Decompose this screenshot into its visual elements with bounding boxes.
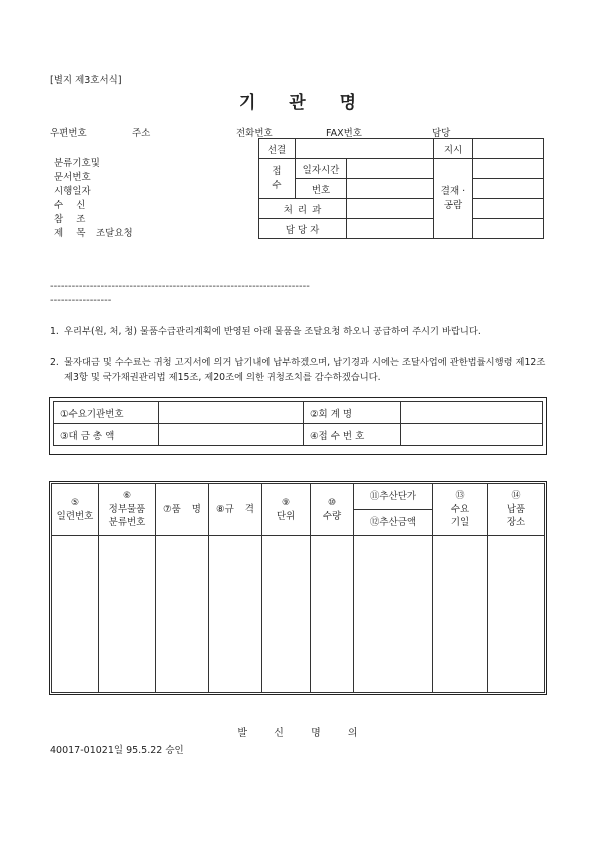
items-box bbox=[49, 481, 547, 695]
address-label: 주소 bbox=[132, 128, 151, 139]
paragraph-1 bbox=[50, 324, 550, 339]
total-amount-label: ③대 금 총 액 bbox=[54, 424, 159, 446]
cell-item-name[interactable] bbox=[156, 536, 209, 693]
execution-date-label: 시행일자 bbox=[54, 186, 91, 197]
cell-spec[interactable] bbox=[209, 536, 262, 693]
cell-unit[interactable] bbox=[262, 536, 311, 693]
processing-dept-label: 처 리 과 bbox=[259, 199, 347, 219]
cell-quantity[interactable] bbox=[311, 536, 354, 693]
phone-label: 전화번호 bbox=[236, 128, 273, 139]
recipient-label: 수 신 bbox=[54, 200, 86, 211]
cell-price-amount[interactable] bbox=[354, 536, 433, 693]
divider-line: ------------------------------------------------------------------------ bbox=[50, 281, 310, 292]
pre-decision-label: 선결 bbox=[259, 139, 296, 159]
paragraph-text: 우리부(원, 처, 청) 물품수급관리계획에 반영된 아래 물품을 조달요청 하오니 공급하여 주시기 바랍니다. bbox=[64, 326, 481, 337]
cell-class-no[interactable] bbox=[99, 536, 156, 693]
approval-label: 결재 · 공람 bbox=[434, 159, 473, 239]
number-label: 번호 bbox=[296, 179, 347, 199]
request-info-table bbox=[53, 401, 543, 446]
person-in-charge-field[interactable] bbox=[347, 219, 434, 239]
sender-name-label: 발 신 명 의 bbox=[237, 728, 358, 739]
col-unit-header: ⑨ 단위 bbox=[262, 484, 311, 536]
col-delivery-place-header: ⑭ 납품 장소 bbox=[488, 484, 545, 536]
reception-label: 접수 bbox=[259, 159, 296, 199]
paragraph-number: 2. bbox=[50, 357, 59, 368]
datetime-label: 일자시간 bbox=[296, 159, 347, 179]
paragraph-2 bbox=[50, 355, 550, 385]
datetime-field[interactable] bbox=[347, 159, 434, 179]
pre-decision-field[interactable] bbox=[296, 139, 434, 159]
demand-agency-field[interactable] bbox=[159, 402, 304, 424]
instruction-label: 지시 bbox=[434, 139, 473, 159]
approval-field-2[interactable] bbox=[473, 179, 544, 199]
cell-serial[interactable] bbox=[52, 536, 99, 693]
divider-line-2: ----------------- bbox=[50, 295, 112, 306]
demand-agency-label: ①수요기관번호 bbox=[54, 402, 159, 424]
cell-delivery-place[interactable] bbox=[488, 536, 545, 693]
col-item-name-header: ⑦품 명 bbox=[156, 484, 209, 536]
subject-value: 조달요청 bbox=[96, 228, 133, 239]
charge-label: 담당 bbox=[432, 128, 451, 139]
col-class-no-header: ⑥ 정부물품 분류번호 bbox=[99, 484, 156, 536]
col-quantity-header: ⑩ 수량 bbox=[311, 484, 354, 536]
number-field[interactable] bbox=[347, 179, 434, 199]
postal-code-label: 우편번호 bbox=[50, 128, 87, 139]
account-label: ②회 계 명 bbox=[304, 402, 401, 424]
request-info-box bbox=[49, 397, 547, 455]
approval-number-label: 40017-01021일 95.5.22 승인 bbox=[50, 745, 184, 756]
fax-label: FAX번호 bbox=[326, 128, 362, 139]
col-demand-date-header: ⑬ 수요 기일 bbox=[433, 484, 488, 536]
document-number-label: 문서번호 bbox=[54, 172, 91, 183]
paragraph-text: 물자대금 및 수수료는 귀청 고지서에 의거 납기내에 납부하겠으며, 납기경과 시에는 조달사업에 관한법률시행령 제12조 제3항 및 국가채권관리법 제15조, 제20조에 의한 귀청조치를 감수하겠습니다. bbox=[64, 357, 546, 383]
processing-dept-field[interactable] bbox=[347, 199, 434, 219]
subject-label: 제 목 bbox=[54, 228, 86, 239]
reference-label: 참 조 bbox=[54, 214, 86, 225]
form-number-label: [별지 제3호서식] bbox=[50, 75, 122, 86]
person-in-charge-label: 담 당 자 bbox=[259, 219, 347, 239]
page-title: 기 관 명 bbox=[238, 93, 357, 113]
approval-field-1[interactable] bbox=[473, 159, 544, 179]
col-spec-header: ⑧규 격 bbox=[209, 484, 262, 536]
receipt-number-field[interactable] bbox=[401, 424, 543, 446]
paragraph-number: 1. bbox=[50, 326, 59, 337]
col-est-amount-header: ⑫추산금액 bbox=[354, 510, 433, 536]
receipt-number-label: ④접 수 번 호 bbox=[304, 424, 401, 446]
instruction-field[interactable] bbox=[473, 139, 544, 159]
items-table bbox=[51, 483, 545, 693]
approval-field-4[interactable] bbox=[473, 219, 544, 239]
approval-field-3[interactable] bbox=[473, 199, 544, 219]
class-number-label: 분류기호및 bbox=[54, 158, 100, 169]
cell-demand-date[interactable] bbox=[433, 536, 488, 693]
col-est-unit-price-header: ⑪추산단가 bbox=[354, 484, 433, 510]
total-amount-field[interactable] bbox=[159, 424, 304, 446]
account-field[interactable] bbox=[401, 402, 543, 424]
receipt-approval-table bbox=[258, 138, 544, 239]
col-serial-header: ⑤ 일련번호 bbox=[52, 484, 99, 536]
